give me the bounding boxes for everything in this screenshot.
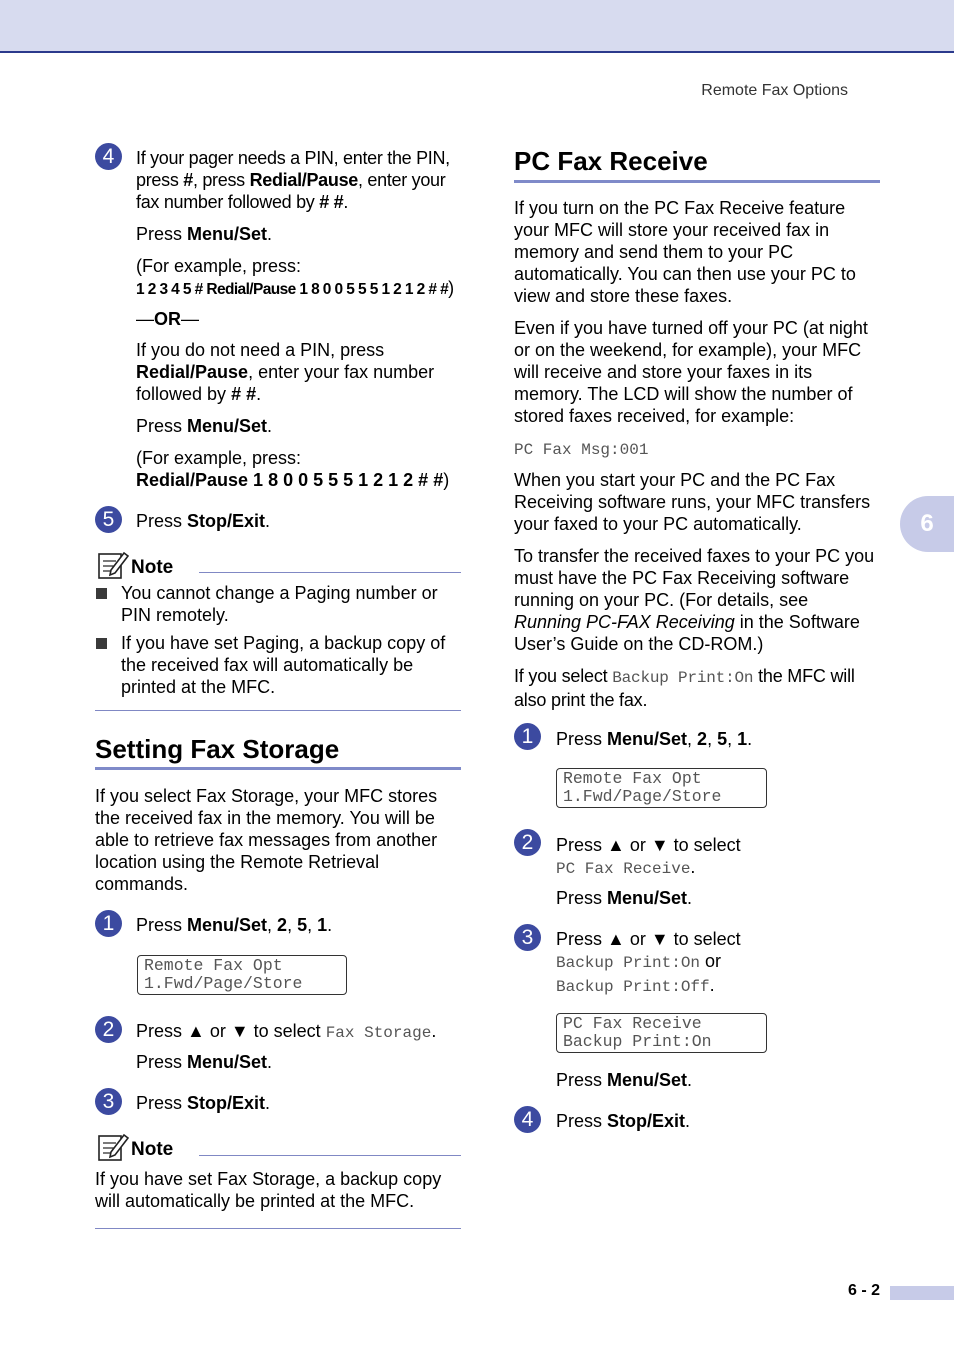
section-rule bbox=[514, 180, 880, 183]
step-number: 1 bbox=[95, 910, 122, 937]
step3-text: Press ▲ or ▼ to select Backup Print:On or Backup Print:Off. bbox=[556, 929, 741, 996]
pcfax-paragraph-5: If you select Backup Print:On the MFC will also print the fax. bbox=[514, 666, 855, 710]
pcfax-paragraph-1: If you turn on the PC Fax Receive feature your MFC will store your received fax in memory and send them to your PC automatically. You can then use your PC to view and store these faxes. bbox=[514, 198, 856, 306]
section-title: PC Fax Receive bbox=[514, 146, 708, 176]
lcd-example-text: PC Fax Msg:001 bbox=[514, 441, 649, 459]
step-number: 4 bbox=[514, 1106, 541, 1133]
note-pencil-icon bbox=[97, 1132, 129, 1162]
lcd-display: Remote Fax Opt 1.Fwd/Page/Store bbox=[137, 955, 347, 995]
storage-intro: If you select Fax Storage, your MFC stores the received fax in the memory. You will be able to retrieve fax messages from another location using the Remote Retrieval commands. bbox=[95, 786, 438, 894]
example-2: (For example, press: Redial/Pause 1 8 0 0 5 5 5 1 2 1 2 # #) bbox=[136, 448, 450, 490]
pcfax-paragraph-2: Even if you have turned off your PC (at night or on the weekend, for example), your MFC will receive and store your faxes in its memory. The LCD will show the number of stored faxes received, for example: bbox=[514, 318, 868, 426]
step4-text bbox=[136, 147, 466, 213]
step-number: 4 bbox=[95, 143, 122, 170]
bullet bbox=[96, 588, 107, 599]
note-title: Note bbox=[131, 1139, 174, 1160]
step2-text: Press ▲ or ▼ to select Fax Storage. bbox=[136, 1021, 437, 1042]
page-number: 6 - 2 bbox=[847, 1282, 880, 1299]
bullet bbox=[96, 638, 107, 649]
note-pencil-icon bbox=[97, 550, 129, 580]
note-title: Note bbox=[131, 557, 174, 578]
step5-text: Press Stop/Exit. bbox=[136, 511, 271, 531]
press-menu-set: Press Menu/Set. bbox=[136, 1052, 273, 1072]
text-line: If your pager needs a PIN, enter the PIN, bbox=[136, 148, 450, 168]
or-separator: —OR— bbox=[136, 309, 199, 329]
no-pin-text: If you do not need a PIN, press Redial/Pause, enter your fax number followed by # #. bbox=[136, 340, 435, 404]
section-title: Setting Fax Storage bbox=[95, 734, 340, 764]
example-1: (For example, press: 1 2 3 4 5 # Redial/Pause 1 8 0 0 5 5 5 1 2 1 2 # #) bbox=[136, 256, 455, 298]
running-title: Remote Fax Options bbox=[701, 82, 848, 99]
note-rule bbox=[199, 572, 461, 573]
text-line: press #, press Redial/Pause, enter your bbox=[136, 170, 446, 190]
text-line: fax number followed by # #. bbox=[136, 192, 349, 212]
pcfax-paragraph-3: When you start your PC and the PC Fax Receiving software runs, your MFC transfers your faxed to your PC automatically. bbox=[514, 470, 871, 534]
press-menu-set: Press Menu/Set. bbox=[556, 888, 693, 908]
storage-note-text: If you have set Fax Storage, a backup copy will automatically be printed at the MFC. bbox=[95, 1169, 442, 1211]
step3-text: Press Stop/Exit. bbox=[136, 1093, 271, 1113]
step1-text: Press Menu/Set, 2, 5, 1. bbox=[136, 915, 333, 935]
section-rule bbox=[95, 767, 461, 770]
footer-bar bbox=[890, 1286, 954, 1300]
note-end-rule bbox=[95, 710, 461, 711]
chapter-tab: 6 bbox=[900, 496, 954, 552]
step-number: 2 bbox=[514, 829, 541, 856]
step-number: 3 bbox=[95, 1088, 122, 1115]
step-number: 1 bbox=[514, 723, 541, 750]
header-band bbox=[0, 0, 954, 53]
step4-text: Press Stop/Exit. bbox=[556, 1111, 691, 1131]
note-end-rule bbox=[95, 1228, 461, 1229]
lcd-display: PC Fax Receive Backup Print:On bbox=[556, 1013, 767, 1053]
step2-text: Press ▲ or ▼ to select PC Fax Receive. bbox=[556, 835, 741, 878]
note-rule bbox=[199, 1155, 461, 1156]
step1-text: Press Menu/Set, 2, 5, 1. bbox=[556, 729, 753, 749]
step-number: 2 bbox=[95, 1016, 122, 1043]
lcd-display: Remote Fax Opt 1.Fwd/Page/Store bbox=[556, 768, 767, 808]
press-menu-set: Press Menu/Set. bbox=[136, 224, 273, 244]
note-bullet-text: If you have set Paging, a backup copy of the received fax will automatically be printed at the MFC. bbox=[121, 633, 446, 697]
step-number: 5 bbox=[95, 506, 122, 533]
step-number: 3 bbox=[514, 924, 541, 951]
pcfax-paragraph-4: To transfer the received faxes to your PC you must have the PC Fax Receiving software running on your PC. (For details, see Running PC-FAX Receiving in the Software User’s Guide on the CD-ROM.) bbox=[514, 546, 875, 654]
press-menu-set: Press Menu/Set. bbox=[136, 416, 273, 436]
press-menu-set: Press Menu/Set. bbox=[556, 1070, 693, 1090]
note-bullet-text: You cannot change a Paging number or PIN remotely. bbox=[121, 583, 438, 625]
